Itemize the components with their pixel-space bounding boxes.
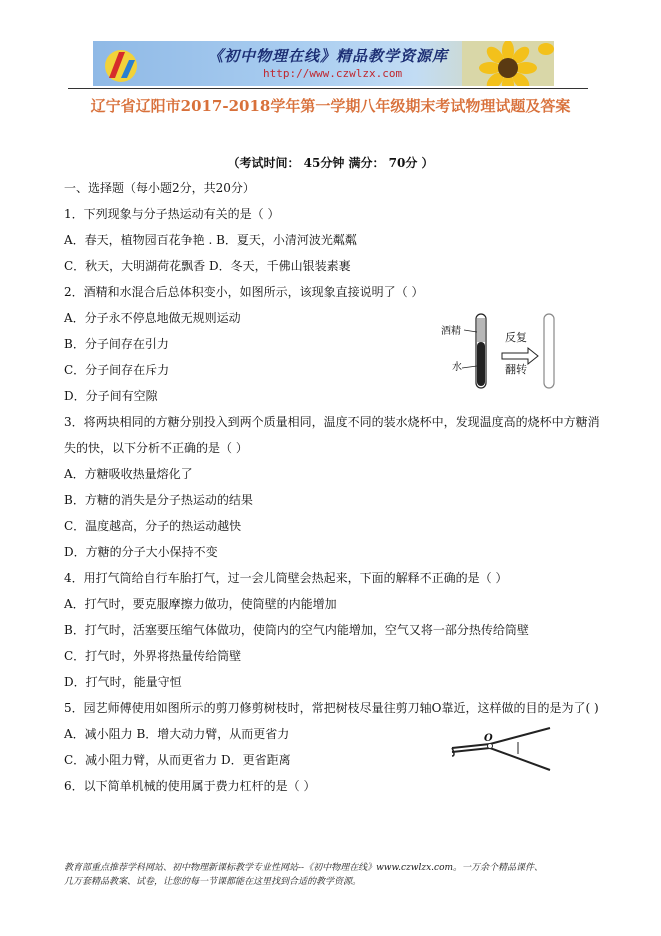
option-line: A．分子永不停息地做无规则运动 (64, 311, 241, 325)
question-3-cont: 失的快，以下分析不正确的是（ ） (64, 441, 248, 455)
sunflower-icon (462, 41, 554, 86)
footer-line-1: 教育部重点推荐学科网站、初中物理新课标教学专业性网站--《初中物理在线》www.czwlzx.com。一万余个精品课件、 (64, 863, 544, 873)
option-line: C．秋天，大明湖荷花飘香 D．冬天，千佛山银装素裹 (64, 259, 351, 273)
header-divider (68, 88, 588, 89)
banner-url[interactable]: http://www.czwlzx.com (263, 67, 403, 80)
label-repeat: 反复 (505, 331, 527, 344)
section-heading: 一、选择题（每小题2分，共20分） (64, 181, 255, 195)
footer-line-2: 几万套精品教案、试卷，让您的每一节课都能在这里找到合适的教学资源。 (64, 877, 362, 887)
label-pivot-o: O (484, 733, 493, 744)
option-line: A．春天，植物园百花争艳 . B．夏天，小清河波光粼粼 (64, 233, 357, 247)
option-line: D．分子间有空隙 (64, 389, 158, 403)
page-title: 辽宁省辽阳市2017-2018学年第一学期八年级期末考试物理试题及答案 (90, 97, 571, 115)
question-2: 2．酒精和水混合后总体积变小，如图所示，该现象直接说明了（ ） (64, 285, 424, 299)
label-flip: 翻转 (505, 363, 527, 376)
question-3: 3．将两块相同的方糖分别投入到两个质量相同，温度不同的装水烧杯中，发现温度高的烧杯中方糖消 (64, 415, 600, 429)
option-line: B．打气时，活塞要压缩气体做功，使筒内的空气内能增加，空气又将一部分热传给筒壁 (64, 623, 529, 637)
label-alcohol: 酒精 (441, 326, 461, 337)
option-line: C．温度越高，分子的热运动越快 (64, 519, 242, 533)
question-4: 4．用打气筒给自行车胎打气，过一会儿筒壁会热起来，下面的解释不正确的是（ ） (64, 571, 508, 585)
header-banner (93, 41, 554, 86)
test-tube-figure (432, 308, 572, 390)
option-line: A．方糖吸收热量熔化了 (64, 467, 193, 481)
option-line: A．打气时，要克服摩擦力做功，使筒壁的内能增加 (64, 597, 337, 611)
banner-title: 《初中物理在线》精品教学资源库 (208, 47, 449, 65)
label-water: 水 (452, 362, 462, 373)
option-line: B．分子间存在引力 (64, 337, 169, 351)
question-5: 5．园艺师傅使用如图所示的剪刀修剪树枝时，常把树枝尽量往剪刀轴O靠近，这样做的目的是为了( ) (64, 701, 599, 715)
option-line: B．方糖的消失是分子热运动的结果 (64, 493, 253, 507)
option-line: C．分子间存在斥力 (64, 363, 170, 377)
option-line: A．减小阻力 B．增大动力臂，从而更省力 (64, 727, 290, 741)
option-line: C．减小阻力臂，从而更省力 D．更省距离 (64, 753, 291, 767)
scissors-figure (450, 726, 554, 774)
question-1: 1．下列现象与分子热运动有关的是（ ） (64, 207, 280, 221)
option-line: D．打气时，能量守恒 (64, 675, 182, 689)
exam-info: （考试时间： 45分钟 满分： 70分 ） (227, 156, 434, 170)
option-line: C．打气时，外界将热量传给筒壁 (64, 649, 242, 663)
option-line: D．方糖的分子大小保持不变 (64, 545, 218, 559)
question-6: 6．以下简单机械的使用属于费力杠杆的是（ ） (64, 779, 316, 793)
site-logo-icon (99, 44, 155, 84)
